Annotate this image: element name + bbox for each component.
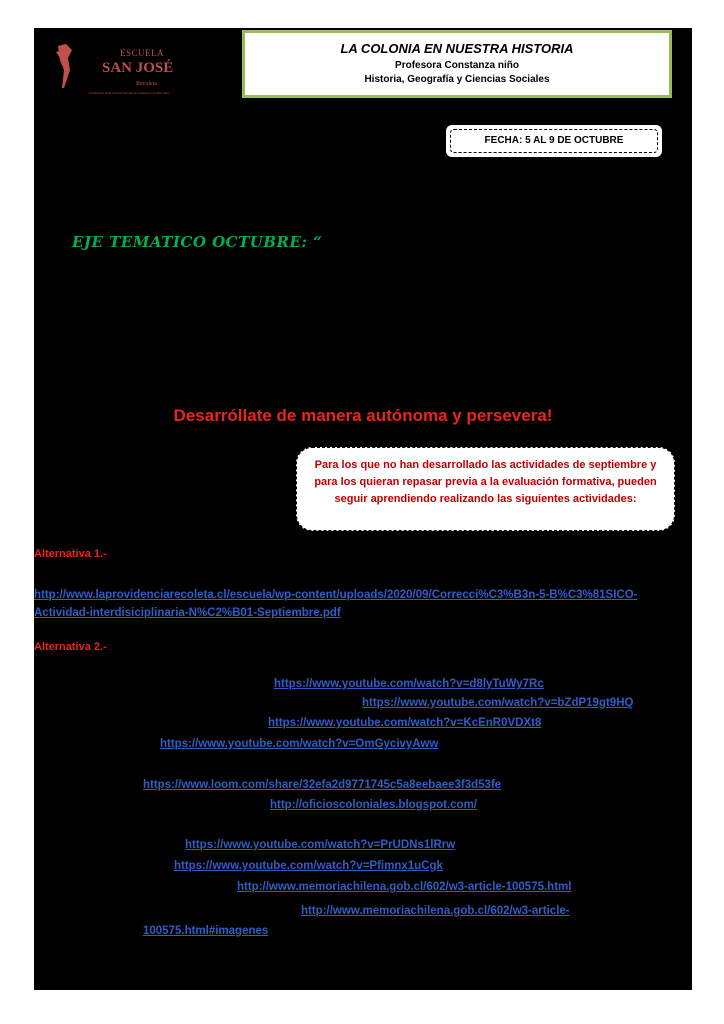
teacher-name: Profesora Constanza niño — [395, 60, 519, 71]
video-link-4[interactable]: https://www.youtube.com/watch?v=OmGycivyAww — [160, 738, 439, 750]
video-link-6[interactable]: https://www.youtube.com/watch?v=Pfimnx1uCgk — [174, 860, 443, 872]
logo-school-small: ESCUELA — [120, 48, 164, 58]
info-box: Para los que no han desarrollado las actividades de septiembre y para los quieran repasar previa a la evaluación formativa, pueden seguir aprendiendo realizando las siguientes actividades: — [296, 447, 675, 531]
motto-heading: Desarróllate de manera autónoma y persevera! — [173, 406, 553, 425]
date-box: FECHA: 5 AL 9 DE OCTUBRE — [446, 125, 662, 157]
logo-tagline: Fundación Educacional Escuela Providencia de Recoleta — [89, 91, 169, 95]
video-link-1[interactable]: https://www.youtube.com/watch?v=d8lyTuWy7Rc — [274, 678, 544, 690]
logo-place: Recoleta — [136, 81, 157, 87]
logo-school-name: SAN JOSÉ — [102, 60, 174, 76]
loom-link[interactable]: https://www.loom.com/share/32efa2d9771745c5a8eebaee3f3d53fe — [143, 779, 502, 791]
alternativa-1-link[interactable]: http://www.laprovidenciarecoleta.cl/escuela/wp-content/uploads/2020/09/Correcci%C3%B3n-5-B%C3%81SICO-Actividad-interdisiciplinaria-N%C2%B01-Septiembre.pdf — [34, 589, 638, 619]
memoria-chilena-link[interactable]: http://www.memoriachilena.gob.cl/602/w3-article-100575.html — [237, 881, 572, 893]
blog-link[interactable]: http://oficioscoloniales.blogspot.com/ — [270, 799, 478, 811]
school-logo — [54, 40, 204, 102]
video-link-3[interactable]: https://www.youtube.com/watch?v=KcEnR0VDXt8 — [268, 717, 542, 729]
torch-icon — [54, 42, 76, 90]
document-page — [34, 28, 692, 990]
video-link-5[interactable]: https://www.youtube.com/watch?v=PrUDNs1lRrw — [185, 839, 456, 851]
document-title: LA COLONIA EN NUESTRA HISTORIA — [340, 41, 574, 56]
video-link-2[interactable]: https://www.youtube.com/watch?v=bZdP19gt9HQ — [362, 697, 634, 709]
subject-name: Historia, Geografía y Ciencias Sociales — [364, 74, 550, 85]
alternativa-2-label: Alternativa 2.- — [34, 641, 107, 653]
alternativa-1-label: Alternativa 1.- — [34, 548, 107, 560]
memoria-chilena-images-link[interactable]: http://www.memoriachilena.gob.cl/602/w3-article-100575.html#imagenes — [143, 905, 570, 937]
header-box — [242, 30, 672, 98]
eje-tematico-heading: EJE TEMATICO OCTUBRE: “ — [72, 233, 323, 251]
